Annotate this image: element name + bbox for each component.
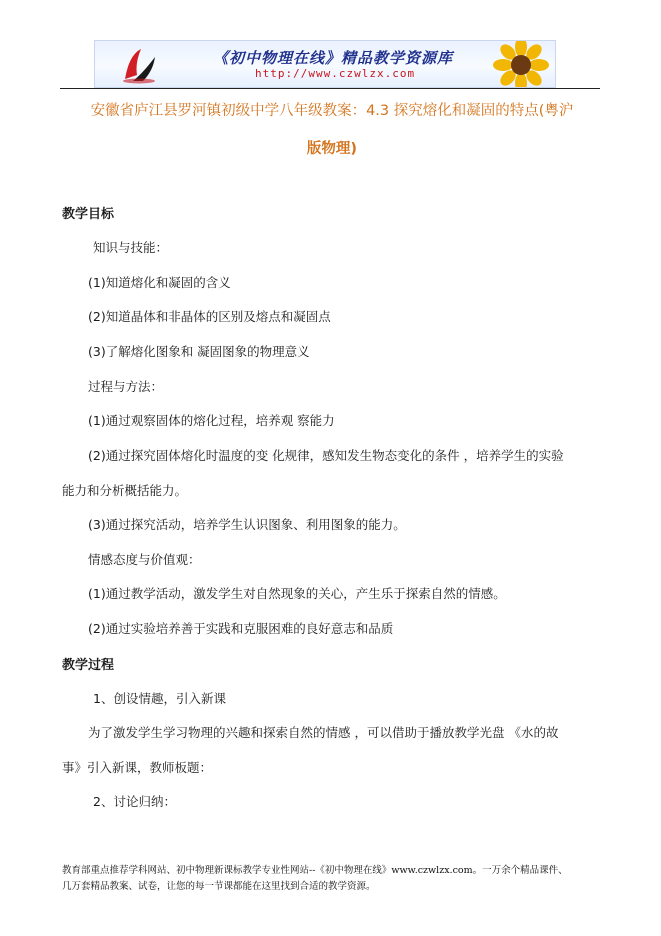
document-title-line2: 版物理) [306, 141, 358, 157]
step-1: 1、创设情趣，引入新课 [93, 691, 226, 706]
emotion-item-1: (1)通过教学活动，激发学生对自然现象的关心，产生乐于探索自然的情感。 [88, 586, 506, 601]
knowledge-item-3: (3)了解熔化图象和 凝固图象的物理意义 [88, 344, 310, 359]
document-title [62, 92, 602, 168]
knowledge-item-1: (1)知道熔化和凝固的含义 [88, 275, 231, 290]
sunflower-icon [491, 40, 551, 88]
step-2: 2、讨论归纳： [93, 794, 176, 809]
banner-url[interactable]: http://www.czwlzx.com [255, 67, 416, 80]
header-divider [60, 88, 600, 89]
emotion-item-2: (2)通过实验培养善于实践和克服困难的良好意志和品质 [88, 621, 394, 636]
process-heading: 过程与方法： [88, 379, 164, 394]
section-heading-objectives: 教学目标 [62, 207, 115, 222]
footer-line-2: 几万套精品教案、试卷，让您的每一节课都能在这里找到合适的教学资源。 [62, 881, 376, 892]
site-logo-icon [119, 45, 159, 85]
header-banner [94, 40, 556, 88]
emotion-heading: 情感态度与价值观： [88, 552, 201, 567]
knowledge-item-2: (2)知道晶体和非晶体的区别及熔点和凝固点 [88, 309, 331, 324]
footer-line-1: 教育部重点推荐学科网站、初中物理新课标教学专业性网站--《初中物理在线》www.czwlzx.com。一万余个精品课件、 [62, 865, 568, 876]
banner-title: 《初中物理在线》精品教学资源库 [213, 49, 454, 67]
process-item-2-cont: 能力和分析概括能力。 [62, 483, 188, 498]
document-title-line1: 安徽省庐江县罗河镇初级中学八年级教案：4.3 探究熔化和凝固的特点(粤沪 [90, 103, 574, 119]
step-1-text: 为了激发学生学习物理的兴趣和探索自然的情感 ，可以借助于播放教学光盘 《水的故 [88, 725, 559, 740]
process-item-1: (1)通过观察固体的熔化过程，培养观 察能力 [88, 413, 335, 428]
knowledge-heading: 知识与技能： [93, 240, 169, 255]
step-1-text-cont: 事》引入新课，教师板题： [62, 760, 213, 775]
page-footer [62, 863, 602, 895]
process-item-3: (3)通过探究活动，培养学生认识图象、利用图象的能力。 [88, 517, 406, 532]
section-heading-process: 教学过程 [62, 658, 115, 673]
process-item-2: (2)通过探究固体熔化时温度的变 化规律，感知发生物态变化的条件 ，培养学生的实验 [88, 448, 564, 463]
